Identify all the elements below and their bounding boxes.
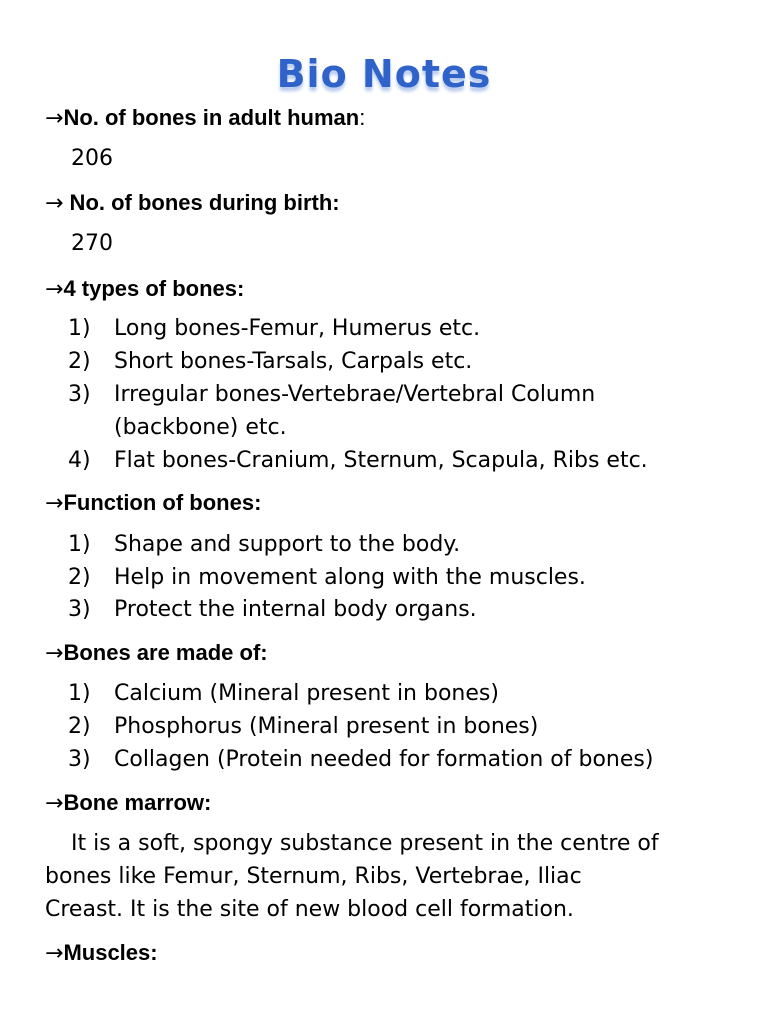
heading-adult-bones-text: No. of bones in adult human <box>63 105 360 130</box>
heading-types-of-bones <box>45 276 244 302</box>
list-text: Flat bones-Cranium, Sternum, Scapula, Ribs etc. <box>114 448 648 473</box>
arrow-icon: → <box>45 641 64 666</box>
list-number: 3) <box>68 597 91 622</box>
adult-bones-value: 206 <box>71 146 113 171</box>
arrow-icon: → <box>45 491 64 516</box>
heading-function-of-bones <box>45 490 261 516</box>
arrow-icon: → <box>45 106 64 131</box>
heading-made-of-text: Bones are made of: <box>63 640 268 665</box>
page-title: Bio Notes <box>276 52 492 96</box>
heading-muscles <box>45 940 158 966</box>
list-text: Collagen (Protein needed for formation of bones) <box>114 747 654 772</box>
list-text: Protect the internal body organs. <box>114 597 477 622</box>
birth-bones-value: 270 <box>71 231 113 256</box>
list-number: 3) <box>68 382 91 407</box>
heading-birth-bones <box>45 190 340 216</box>
heading-adult-bones <box>45 105 365 131</box>
list-number: 1) <box>68 681 91 706</box>
list-number: 4) <box>68 448 91 473</box>
arrow-icon: → <box>45 941 64 966</box>
list-text: Short bones-Tarsals, Carpals etc. <box>114 349 473 374</box>
paragraph-line: It is a soft, spongy substance present in the centre of <box>71 831 659 856</box>
heading-muscles-text: Muscles: <box>63 940 158 965</box>
list-text: Long bones-Femur, Humerus etc. <box>114 316 481 341</box>
list-item-continuation: (backbone) etc. <box>114 415 287 440</box>
paragraph-line: Creast. It is the site of new blood cell formation. <box>45 897 574 922</box>
list-number: 3) <box>68 747 91 772</box>
list-number: 2) <box>68 349 91 374</box>
heading-birth-bones-text: No. of bones during birth: <box>63 190 340 215</box>
list-item <box>68 532 460 557</box>
list-number: 2) <box>68 714 91 739</box>
list-item <box>68 316 480 341</box>
heading-bones-made-of <box>45 640 268 666</box>
arrow-icon: → <box>45 191 64 216</box>
list-item <box>68 681 499 706</box>
heading-marrow-text: Bone marrow: <box>63 790 212 815</box>
list-item <box>68 714 538 739</box>
list-number: 2) <box>68 565 91 590</box>
list-text: Shape and support to the body. <box>114 532 461 557</box>
list-item <box>68 349 472 374</box>
list-text: Calcium (Mineral present in bones) <box>114 681 499 706</box>
list-item <box>68 382 595 407</box>
list-item <box>68 565 586 590</box>
list-item <box>68 448 648 473</box>
list-text: Phosphorus (Mineral present in bones) <box>114 714 539 739</box>
list-text: Irregular bones-Vertebrae/Vertebral Column <box>114 382 596 407</box>
arrow-icon: → <box>45 791 64 816</box>
paragraph-line: bones like Femur, Sternum, Ribs, Vertebrae, Iliac <box>45 864 582 889</box>
list-item <box>68 597 477 622</box>
list-text: Help in movement along with the muscles. <box>114 565 586 590</box>
heading-function-text: Function of bones: <box>63 490 262 515</box>
list-number: 1) <box>68 532 91 557</box>
list-item <box>68 747 653 772</box>
heading-bone-marrow <box>45 790 211 816</box>
heading-adult-bones-colon: : <box>359 105 366 130</box>
heading-types-text: 4 types of bones: <box>63 276 245 301</box>
arrow-icon: → <box>45 277 64 302</box>
list-number: 1) <box>68 316 91 341</box>
